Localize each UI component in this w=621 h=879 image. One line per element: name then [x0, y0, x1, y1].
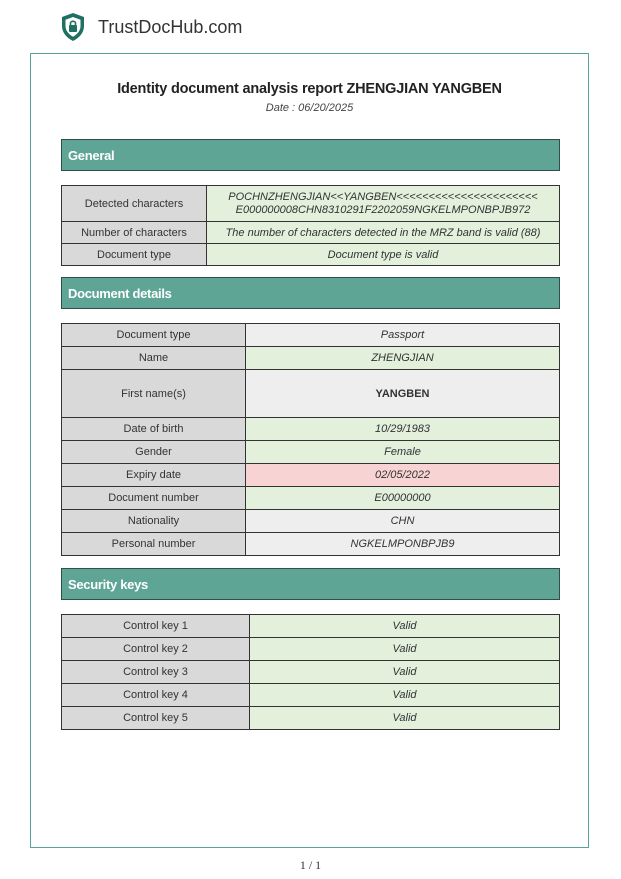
row-label: Nationality	[62, 510, 246, 533]
row-label: Document type	[62, 244, 207, 266]
page-number: 1 / 1	[299, 858, 322, 872]
table-row	[62, 324, 560, 347]
section-header-general: General	[61, 139, 560, 171]
report-title: Identity document analysis report ZHENGJIAN YANGBEN	[117, 81, 502, 97]
row-value: Passport	[246, 324, 560, 347]
table-row	[62, 244, 560, 266]
row-value: ZHENGJIAN	[246, 347, 560, 370]
mrz-line-1: POCHNZHENGJIAN<<YANGBEN<<<<<<<<<<<<<<<<<<<<<<	[228, 190, 538, 203]
table-row	[62, 222, 560, 244]
row-value: 10/29/1983	[246, 418, 560, 441]
row-label: Number of characters	[62, 222, 207, 244]
table-row	[62, 487, 560, 510]
table-row	[62, 661, 560, 684]
row-label: Document number	[62, 487, 246, 510]
row-label: Name	[62, 347, 246, 370]
row-label: Date of birth	[62, 418, 246, 441]
row-value: Document type is valid	[207, 244, 560, 266]
row-label: First name(s)	[62, 370, 246, 418]
row-value: Valid	[250, 615, 560, 638]
mrz-value	[207, 186, 560, 222]
section-header-document-details: Document details	[61, 277, 560, 309]
row-value: Female	[246, 441, 560, 464]
table-row	[62, 638, 560, 661]
brand-name[interactable]: TrustDocHub.com	[98, 16, 243, 37]
row-label: Control key 4	[62, 684, 250, 707]
row-value: Valid	[250, 684, 560, 707]
row-value: 02/05/2022	[246, 464, 560, 487]
row-value: E00000000	[246, 487, 560, 510]
row-label: Control key 1	[62, 615, 250, 638]
row-value: The number of characters detected in the MRZ band is valid (88)	[207, 222, 560, 244]
row-value: Valid	[250, 707, 560, 730]
table-row	[62, 510, 560, 533]
row-label: Control key 3	[62, 661, 250, 684]
security-keys-table	[61, 614, 560, 730]
row-value: Valid	[250, 638, 560, 661]
section-header-security-keys: Security keys	[61, 568, 560, 600]
table-row	[62, 441, 560, 464]
table-row	[62, 418, 560, 441]
row-label: Personal number	[62, 533, 246, 556]
report-page	[30, 53, 589, 848]
table-row	[62, 684, 560, 707]
table-row	[62, 533, 560, 556]
table-row	[62, 370, 560, 418]
row-value: NGKELMPONBPJB9	[246, 533, 560, 556]
row-label: Gender	[62, 441, 246, 464]
table-row	[62, 707, 560, 730]
row-label: Document type	[62, 324, 246, 347]
table-row	[62, 464, 560, 487]
row-label: Control key 2	[62, 638, 250, 661]
table-row	[62, 615, 560, 638]
row-value: YANGBEN	[246, 370, 560, 418]
general-table	[61, 185, 560, 266]
row-label: Expiry date	[62, 464, 246, 487]
document-details-table	[61, 323, 560, 556]
row-value: Valid	[250, 661, 560, 684]
mrz-line-2: E000000008CHN8310291F2202059NGKELMPONBPJB972	[235, 203, 531, 216]
row-value: CHN	[246, 510, 560, 533]
shield-lock-icon	[60, 12, 86, 42]
table-row	[62, 347, 560, 370]
brand-header	[60, 12, 242, 42]
row-label: Control key 5	[62, 707, 250, 730]
table-row	[62, 186, 560, 222]
row-label: Detected characters	[62, 186, 207, 222]
report-date: Date : 06/20/2025	[265, 102, 354, 114]
